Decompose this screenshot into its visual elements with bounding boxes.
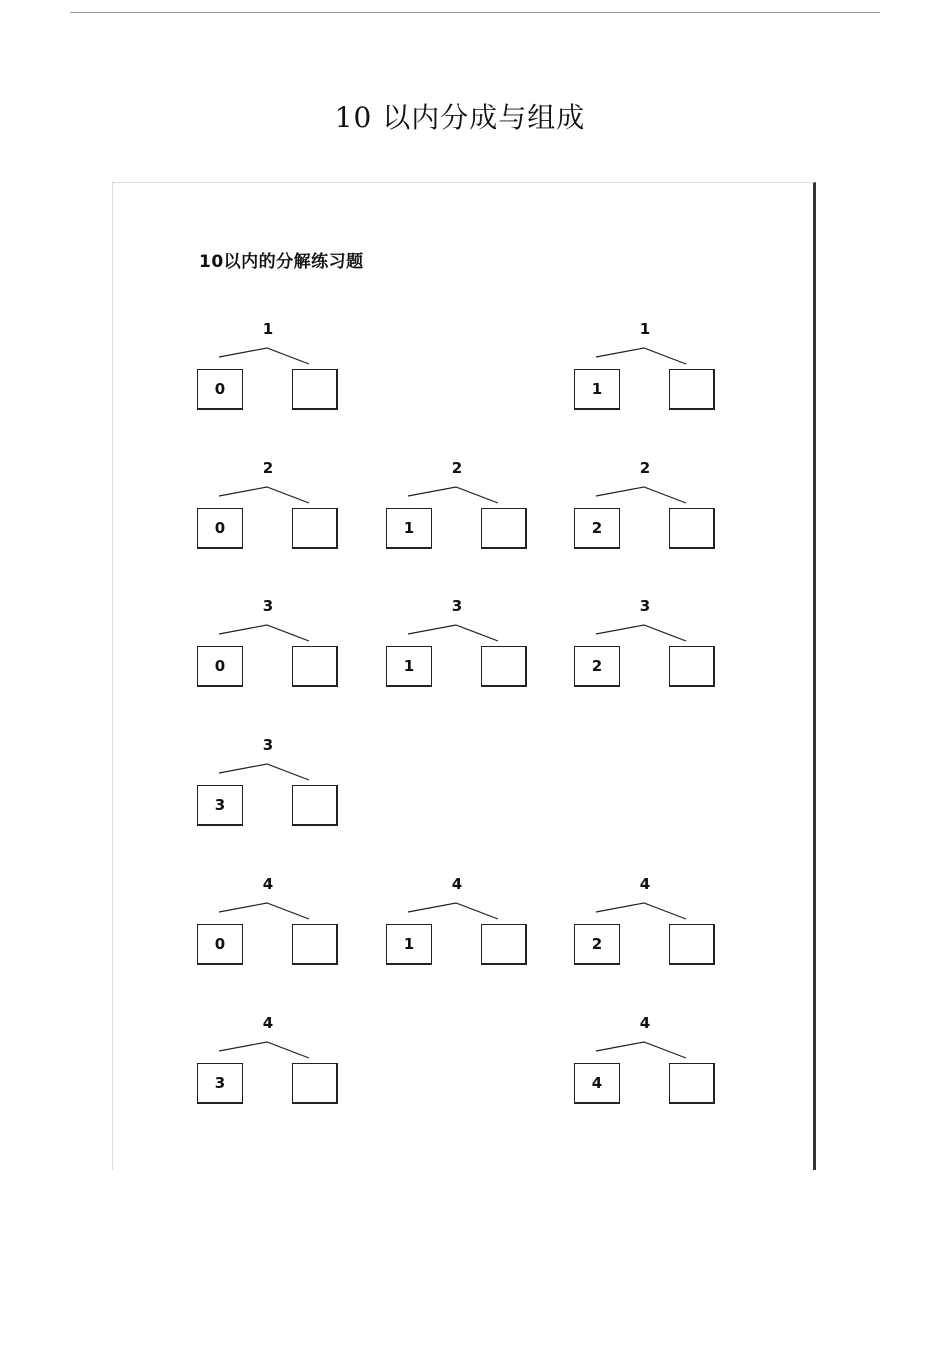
answer-box bbox=[292, 785, 338, 826]
total-number: 4 bbox=[262, 1014, 274, 1032]
given-part-box: 1 bbox=[386, 924, 432, 965]
total-number: 1 bbox=[262, 320, 274, 338]
given-part-box: 0 bbox=[197, 646, 243, 687]
answer-box bbox=[669, 369, 715, 410]
total-number: 1 bbox=[639, 320, 651, 338]
given-part-box: 0 bbox=[197, 924, 243, 965]
decomposition-diagram bbox=[197, 875, 339, 970]
answer-box bbox=[292, 508, 338, 549]
decomposition-diagram bbox=[386, 459, 528, 554]
decomposition-diagram bbox=[386, 875, 528, 970]
answer-box bbox=[669, 508, 715, 549]
answer-box bbox=[669, 646, 715, 687]
decomposition-diagram bbox=[574, 875, 716, 970]
given-part-box: 3 bbox=[197, 785, 243, 826]
top-rule bbox=[70, 12, 880, 13]
given-part-box: 2 bbox=[574, 646, 620, 687]
given-part-box: 3 bbox=[197, 1063, 243, 1104]
worksheet-heading: 10以内的分解练习题 bbox=[199, 252, 364, 272]
total-number: 4 bbox=[639, 875, 651, 893]
decomposition-diagram bbox=[197, 320, 339, 415]
page-title: 10 以内分成与组成 bbox=[334, 101, 586, 134]
given-part-box: 0 bbox=[197, 508, 243, 549]
given-part-box: 2 bbox=[574, 924, 620, 965]
answer-box bbox=[481, 508, 527, 549]
answer-box bbox=[669, 1063, 715, 1104]
answer-box bbox=[292, 924, 338, 965]
decomposition-diagram bbox=[386, 597, 528, 692]
given-part-box: 1 bbox=[386, 508, 432, 549]
decomposition-diagram bbox=[574, 459, 716, 554]
answer-box bbox=[669, 924, 715, 965]
total-number: 4 bbox=[262, 875, 274, 893]
given-part-box: 4 bbox=[574, 1063, 620, 1104]
total-number: 3 bbox=[639, 597, 651, 615]
given-part-box: 1 bbox=[386, 646, 432, 687]
answer-box bbox=[481, 924, 527, 965]
decomposition-diagram bbox=[197, 1014, 339, 1109]
given-part-box: 1 bbox=[574, 369, 620, 410]
answer-box bbox=[292, 1063, 338, 1104]
decomposition-diagram bbox=[197, 736, 339, 831]
decomposition-diagram bbox=[574, 1014, 716, 1109]
given-part-box: 0 bbox=[197, 369, 243, 410]
total-number: 2 bbox=[451, 459, 463, 477]
answer-box bbox=[292, 646, 338, 687]
answer-box bbox=[481, 646, 527, 687]
worksheet-image bbox=[112, 182, 816, 1170]
total-number: 3 bbox=[262, 597, 274, 615]
decomposition-diagram bbox=[574, 320, 716, 415]
total-number: 3 bbox=[451, 597, 463, 615]
decomposition-diagram bbox=[574, 597, 716, 692]
decomposition-diagram bbox=[197, 459, 339, 554]
decomposition-diagram bbox=[197, 597, 339, 692]
total-number: 2 bbox=[262, 459, 274, 477]
total-number: 3 bbox=[262, 736, 274, 754]
total-number: 2 bbox=[639, 459, 651, 477]
answer-box bbox=[292, 369, 338, 410]
given-part-box: 2 bbox=[574, 508, 620, 549]
total-number: 4 bbox=[451, 875, 463, 893]
total-number: 4 bbox=[639, 1014, 651, 1032]
